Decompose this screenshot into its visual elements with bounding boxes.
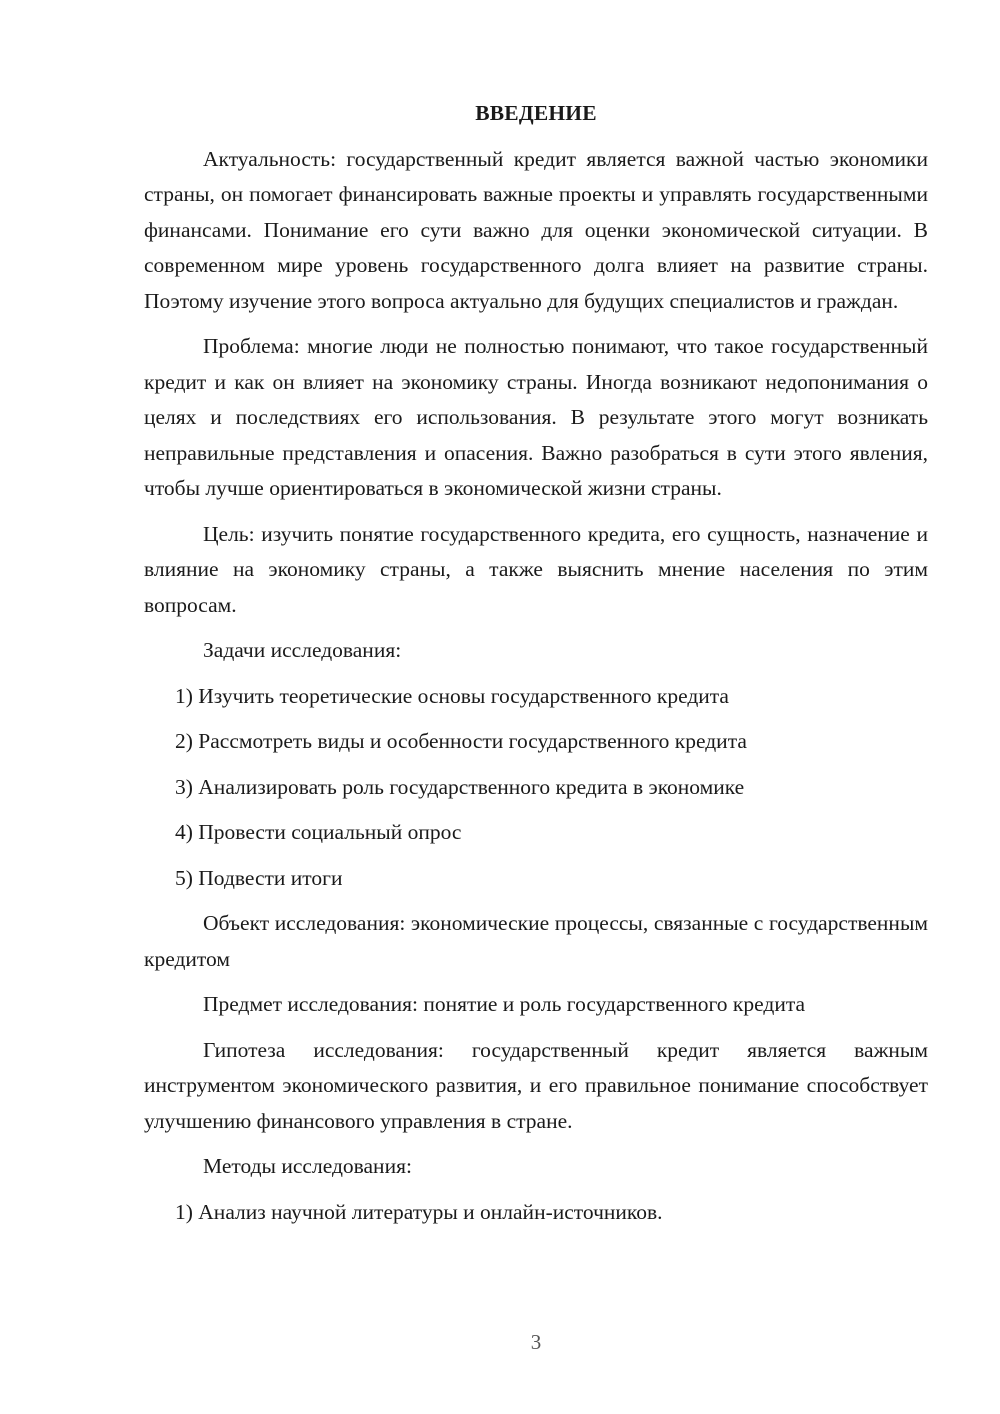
document-body bbox=[144, 96, 928, 1240]
task-item: 5) Подвести итоги bbox=[175, 865, 343, 890]
methods-list bbox=[144, 1195, 928, 1231]
object-paragraph: Объект исследования: экономические процессы, связанные с государственным кредитом bbox=[144, 911, 928, 971]
goal-paragraph: Цель: изучить понятие государственного кредита, его сущность, назначение и влияние на экономику страны, а также выяснить мнение населения по этим вопросам. bbox=[144, 521, 928, 617]
task-item: 3) Анализировать роль государственного кредита в экономике bbox=[175, 774, 745, 799]
subject-paragraph: Предмет исследования: понятие и роль государственного кредита bbox=[203, 992, 806, 1016]
task-item: 1) Изучить теоретические основы государственного кредита bbox=[175, 683, 729, 708]
hypothesis-paragraph: Гипотеза исследования: государственный кредит является важным инструментом экономического развития, и его правильное понимание способствует улучшению финансового управления в стране. bbox=[144, 1037, 928, 1133]
method-item: 1) Анализ научной литературы и онлайн-источников. bbox=[175, 1199, 663, 1224]
page-number: 3 bbox=[530, 1330, 542, 1354]
relevance-paragraph: Актуальность: государственный кредит является важной частью экономики страны, он помогает финансировать важные проекты и управлять государственными финансами. Понимание его сути важно для оценки экономической ситуации. В современном мире уровень государственного долга влияет на развитие страны. Поэтому изучение этого вопроса актуально для будущих специалистов и граждан. bbox=[144, 146, 928, 313]
task-item: 4) Провести социальный опрос bbox=[175, 820, 462, 844]
tasks-heading: Задачи исследования: bbox=[203, 638, 402, 662]
problem-paragraph: Проблема: многие люди не полностью понимают, что такое государственный кредит и как он влияет на экономику страны. Иногда возникают недопонимания о целях и последствиях его использования. В результате этого могут возникать неправильные представления и опасения. Важно разобраться в сути этого явления, чтобы лучше ориентироваться в экономической жизни страны. bbox=[144, 334, 928, 500]
methods-heading: Методы исследования: bbox=[203, 1154, 412, 1178]
section-title: ВВЕДЕНИЕ bbox=[475, 101, 597, 125]
tasks-list bbox=[144, 679, 928, 897]
task-item: 2) Рассмотреть виды и особенности государственного кредита bbox=[175, 729, 747, 753]
